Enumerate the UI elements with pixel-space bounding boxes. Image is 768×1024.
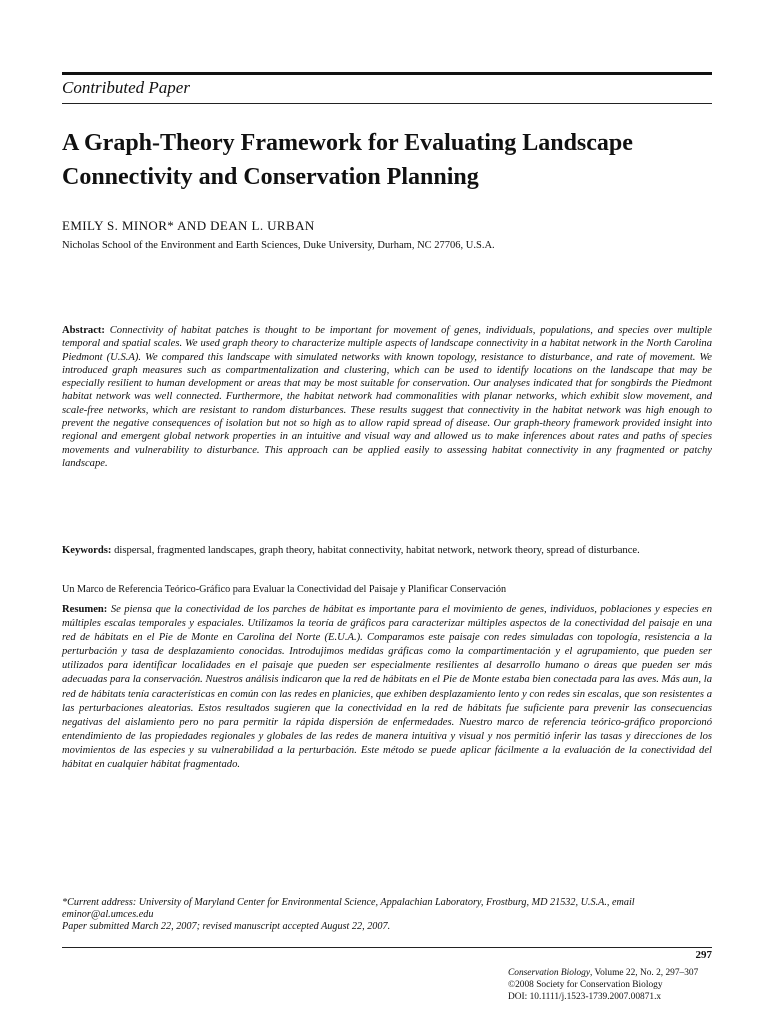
journal-volume-line <box>508 967 718 979</box>
keywords-text: dispersal, fragmented landscapes, graph theory, habitat connectivity, habitat network, network theory, spread of disturbance. <box>114 545 640 556</box>
keywords-label: Keywords: <box>62 545 112 556</box>
journal-name: Conservation Biology <box>508 968 591 978</box>
abstract-label: Abstract: <box>62 325 105 336</box>
footer-rule <box>62 947 712 948</box>
doi-line[interactable]: DOI: 10.1111/j.1523-1739.2007.00871.x <box>508 992 662 1003</box>
resumen <box>62 603 712 772</box>
abstract-text: Connectivity of habitat patches is thought to be important for movement of genes, individuals, populations, and species over multiple temporal and spatial scales. We used graph theory to characterize multiple aspects of landscape connectivity in a habitat network in the North Carolina Piedmont (U.S.A). We compared this landscape with simulated networks with known topology, resistance to disturbance, and rate of movement. We introduced graph measures such as compartmentalization and clustering, which can be used to identify locations on the landscape that may be especially resilient to human development or areas that may be most suitable for conservation. Our analyses indicated that for songbirds the Piedmont habitat network was well connected. Furthermore, the habitat network had commonalities with planar networks, which exhibit slow movement, and scale-free networks, which are resistant to random disturbances. These results suggest that connectivity in the habitat network was high enough to prevent the negative consequences of isolation but not so high as to allow rapid spread of disease. Our graph-theory framework provided insight into regional and emergent global network properties in an intuitive and visual way and allowed us to make inferences about rates and paths of species movements and vulnerability to disturbance. This approach can be applied easily to assessing habitat connectivity in any fragmented or patchy landscape. <box>62 325 712 469</box>
author-list: EMILY S. MINOR* AND DEAN L. URBAN <box>62 218 315 233</box>
article-title: A Graph-Theory Framework for Evaluating Landscape Connectivity and Conservation Planning <box>62 130 633 190</box>
footnote-email[interactable]: eminor@al.umces.edu <box>62 909 154 921</box>
header-divider <box>62 103 712 104</box>
section-label: Contributed Paper <box>62 78 190 97</box>
header-rule <box>62 72 712 75</box>
resumen-label: Resumen: <box>62 604 108 615</box>
abstract <box>62 324 712 470</box>
footnote-submission-dates: Paper submitted March 22, 2007; revised manuscript accepted August 22, 2007. <box>62 921 391 933</box>
spanish-title: Un Marco de Referencia Teórico-Gráfico para Evaluar la Conectividad del Paisaje y Planificar Conservación <box>62 584 507 595</box>
page-number: 297 <box>695 949 712 961</box>
footnote-address: *Current address: University of Maryland Center for Environmental Science, Appalachian Laboratory, Frostburg, MD 21532, U.S.A., email <box>62 897 635 908</box>
journal-citation <box>508 967 718 1004</box>
copyright-line: ©2008 Society for Conservation Biology <box>508 980 663 991</box>
keywords <box>62 544 712 557</box>
volume-info: , Volume 22, No. 2, 297–307 <box>590 968 699 978</box>
resumen-text: Se piensa que la conectividad de los parches de hábitat es importante para el movimiento de genes, individuos, poblaciones y especies en múltiples escalas temporales y espaciales. Utilizamos la teoría de gráficos para caracterizar múltiples aspectos de la conectividad del paisaje en una red de hábitats en el Pie de Monte en Carolina del Norte (E.U.A.). Comparamos este paisaje con redes simuladas con topología, resistencia a la perturbación y tasa de desplazamiento conocidas. Introdujimos medidas gráficas como la compartimentación y el agrupamiento, que pueden ser utilizados para identificar localidades en el paisaje que pueden ser especialmente resilientes al desarrollo humano o áreas que pueden ser más adecuadas para la conservación. Nuestros análisis indicaron que la red de hábitats en el Pie de Monte estaba bien conectada para las aves. Más aun, la red de hábitats tenía características en común con las redes en planicies, que exhiben desplazamiento lento y con redes sin escalas, que son resistentes a las perturbaciones aleatorias. Estos resultados sugieren que la conectividad en la red de hábitats fue suficiente para prevenir las consecuencias negativas del aislamiento pero no para permitir la rápida dispersión de enfermedades. Nuestro marco de referencia teórico-gráfico proporcionó entendimiento de las propiedades regionales y globales de las redes de manera intuitiva y visual y nos permitió inferir las tasas y direcciones de los movimientos de las especies y su vulnerabilidad a la perturbación. Este método se puede aplicar fácilmente a la evaluación de la conectividad del hábitat en cualquier hábitat fragmentado. <box>62 604 713 771</box>
footnote <box>62 897 712 934</box>
author-affiliation: Nicholas School of the Environment and Earth Sciences, Duke University, Durham, NC 27706, U.S.A. <box>62 240 495 251</box>
